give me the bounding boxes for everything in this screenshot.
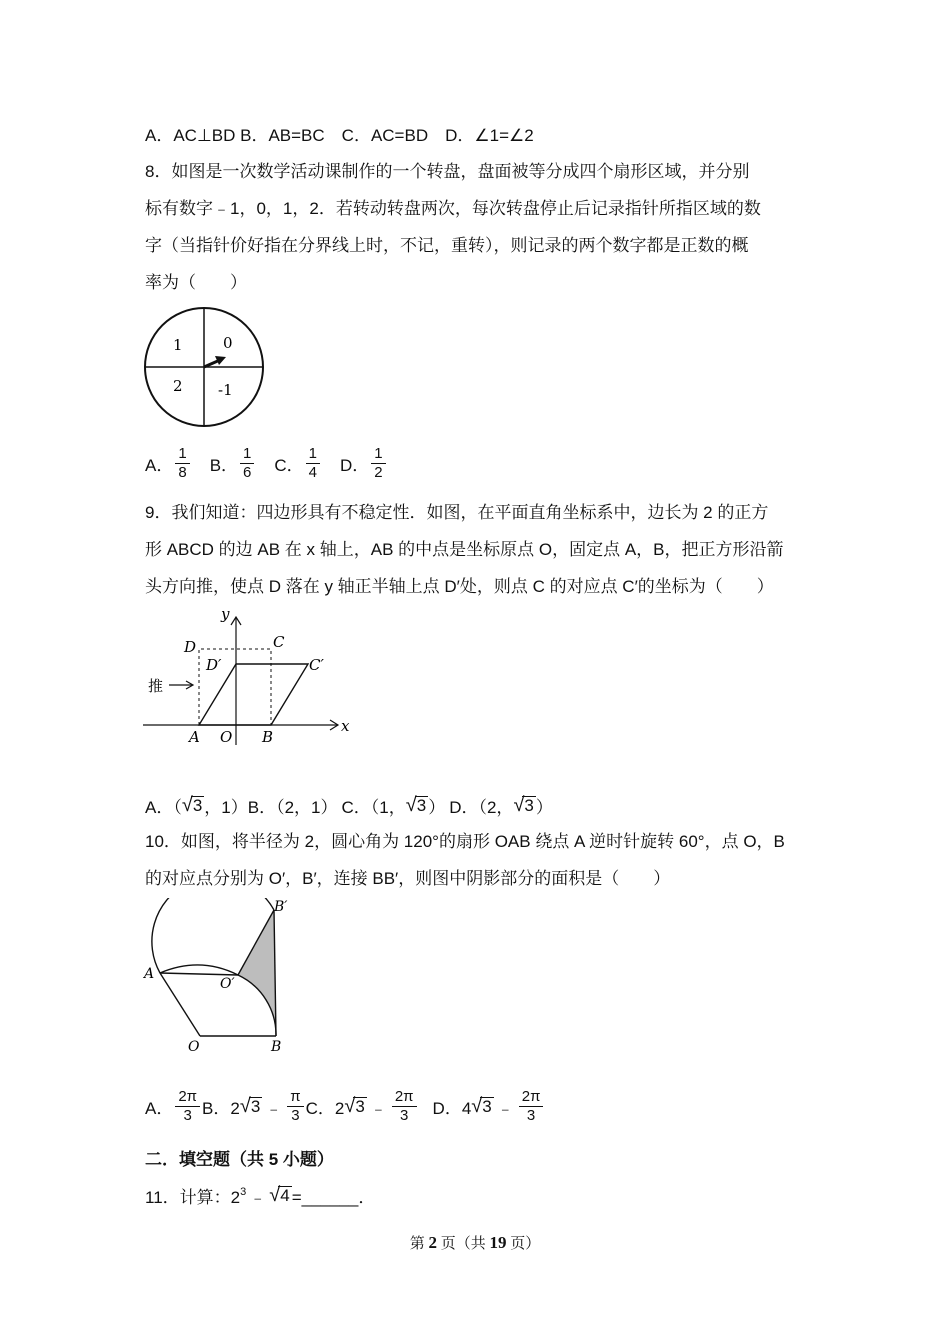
spinner-label-tl: 1 — [173, 336, 183, 354]
q10-a-numerator: 2π — [175, 1088, 200, 1107]
q8-c-numerator: 1 — [306, 445, 320, 464]
q10-b-denominator: 3 — [291, 1107, 300, 1124]
q8-spinner-figure — [140, 305, 268, 430]
q11-pre: 11．计算：2 — [145, 1188, 241, 1207]
label-D: D — [184, 638, 197, 656]
q11 — [145, 1183, 375, 1208]
q10-option-b-fraction — [287, 1088, 303, 1125]
q9-line-2: 形 ABCD 的边 AB 在 x 轴上，AB 的中点是坐标原点 O，固定点 A，B，把正方形沿箭 — [145, 540, 784, 559]
q8-option-a-fraction — [175, 445, 189, 482]
q9-c-radicand: 3 — [416, 796, 427, 815]
spinner-label-bl: 2 — [173, 377, 183, 395]
q10-option-d-minus: ﹣ — [496, 1099, 514, 1118]
q9-option-d-sqrt: √3 — [513, 794, 534, 816]
q9-options — [145, 793, 553, 818]
q11-exponent: 3 — [240, 1185, 247, 1198]
label-A: A — [189, 728, 200, 746]
q10-c-radicand: 3 — [355, 1097, 365, 1116]
q9-option-c-pre: C．（1， — [341, 798, 406, 817]
q9-parallelogram-figure — [140, 605, 355, 750]
q8-option-b-label: B． — [209, 456, 239, 475]
q11-sqrt: √4 — [269, 1184, 290, 1206]
q10-c-denominator: 3 — [400, 1107, 409, 1124]
q11-post: =______． — [291, 1188, 376, 1207]
q10-a-denominator: 3 — [183, 1107, 192, 1124]
label-A: A — [144, 966, 155, 982]
q8-option-c-fraction — [306, 445, 320, 482]
segment-a-o-prime — [160, 973, 238, 975]
q10-c-numerator: 2π — [392, 1088, 417, 1107]
q10-option-b-pre: B．2 — [202, 1099, 240, 1118]
q8-line-1: 8．如图是一次数学活动课制作的一个转盘，盘面被等分成四个扇形区域，并分别 — [145, 162, 750, 181]
q8-a-denominator: 8 — [178, 464, 187, 481]
label-B: B — [262, 728, 274, 746]
q8-options — [145, 445, 388, 482]
q10-options — [145, 1088, 545, 1125]
q10-d-numerator: 2π — [519, 1088, 544, 1107]
q10-d-denominator: 3 — [526, 1107, 536, 1124]
q10-b-numerator: π — [287, 1088, 303, 1107]
q8-b-numerator: 1 — [240, 445, 254, 464]
q9-option-d-pre: D．（2， — [449, 798, 514, 817]
q8-d-denominator: 2 — [374, 464, 383, 481]
footer-mid: 页（共 — [436, 1236, 490, 1252]
label-B-prime: B′ — [274, 899, 288, 915]
q9-line-1: 9．我们知道：四边形具有不稳定性．如图，在平面直角坐标系中，边长为 2 的正方 — [145, 503, 769, 522]
q9-option-a-post: ，1） — [204, 798, 248, 817]
q10-option-c-pre: C．2 — [305, 1099, 345, 1118]
q10-option-a-label: A． — [145, 1099, 174, 1118]
q8-line-2: 标有数字﹣1，0，1，2．若转动转盘两次，每次转盘停止后记录指针所指区域的数 — [145, 199, 761, 218]
footer-page-number: 2 — [428, 1233, 437, 1252]
label-B: B — [271, 1039, 282, 1055]
q8-option-c-label: C． — [274, 456, 304, 475]
q10-d-radicand: 3 — [482, 1097, 492, 1116]
q9-line-3: 头方向推，使点 D 落在 y 轴正半轴上点 D′处，则点 C 的对应点 C′的坐标为（ ） — [145, 577, 774, 596]
spinner-label-tr: 0 — [223, 334, 233, 352]
q9-option-a-sqrt: √3 — [181, 794, 203, 816]
footer-total-pages: 19 — [489, 1233, 507, 1252]
q8-c-denominator: 4 — [308, 464, 317, 481]
q10-option-b-sqrt: √3 — [239, 1095, 261, 1117]
shaded-region — [238, 910, 276, 1036]
footer-pre: 第 — [409, 1236, 429, 1252]
q9-option-d-post: ） — [535, 798, 553, 817]
q10-line-1: 10．如图，将半径为 2，圆心角为 120°的扇形 OAB 绕点 A 逆时针旋转 60°，点 O，B — [145, 832, 785, 851]
q10-option-c-sqrt: √3 — [344, 1095, 365, 1117]
q10-option-c-fraction — [392, 1088, 417, 1125]
q8-option-a-label: A． — [145, 456, 174, 475]
spinner-label-br: -1 — [218, 381, 233, 399]
q9-a-radicand: 3 — [192, 796, 203, 815]
q7-options: A．AC⊥BD B．AB=BC C．AC=BD D．∠1=∠2 — [145, 126, 534, 145]
q10-b-radicand: 3 — [250, 1097, 261, 1116]
q11-minus: ﹣ — [249, 1188, 267, 1207]
q8-b-denominator: 6 — [243, 464, 252, 481]
label-y: y — [221, 605, 230, 623]
q9-d-radicand: 3 — [524, 796, 534, 815]
q9-option-c-post: ） — [428, 798, 446, 817]
label-D-prime: D′ — [206, 656, 222, 674]
q10-line-2: 的对应点分别为 O′，B′，连接 BB′，则图中阴影部分的面积是（ ） — [145, 869, 671, 888]
label-x: x — [341, 717, 350, 735]
label-O: O — [220, 728, 233, 746]
q8-option-d-fraction — [371, 445, 385, 482]
q10-option-d-pre: D．4 — [432, 1099, 472, 1118]
q10-option-a-fraction — [175, 1088, 200, 1125]
label-O: O — [188, 1039, 200, 1055]
label-push: 推 — [148, 678, 164, 695]
segment-a-o — [160, 973, 200, 1036]
q9-option-a-pre: A．（ — [145, 798, 182, 817]
q8-line-4: 率为（ ） — [145, 273, 247, 292]
q10-sector-figure — [140, 898, 300, 1058]
footer-post: 页） — [506, 1236, 541, 1252]
q8-line-3: 字（当指针价好指在分界线上时，不记，重转），则记录的两个数字都是正数的概 — [145, 236, 749, 255]
q8-option-b-fraction — [240, 445, 254, 482]
q10-option-b-minus: ﹣ — [265, 1099, 283, 1118]
q10-option-c-minus: ﹣ — [369, 1099, 387, 1118]
label-O-prime: O′ — [220, 976, 235, 992]
label-C: C — [273, 633, 285, 651]
q9-option-c-sqrt: √3 — [405, 794, 427, 816]
q8-option-d-label: D． — [340, 456, 370, 475]
q10-option-d-sqrt: √3 — [471, 1095, 492, 1117]
page-footer — [0, 1232, 950, 1253]
q8-d-numerator: 1 — [371, 445, 385, 464]
q10-option-d-fraction — [519, 1088, 544, 1125]
section-2-title: 二．填空题（共 5 小题） — [145, 1150, 334, 1169]
q8-a-numerator: 1 — [175, 445, 189, 464]
label-C-prime: C′ — [309, 656, 324, 674]
q9-option-b: B．（2，1） — [247, 798, 338, 817]
q11-radicand: 4 — [280, 1186, 290, 1205]
